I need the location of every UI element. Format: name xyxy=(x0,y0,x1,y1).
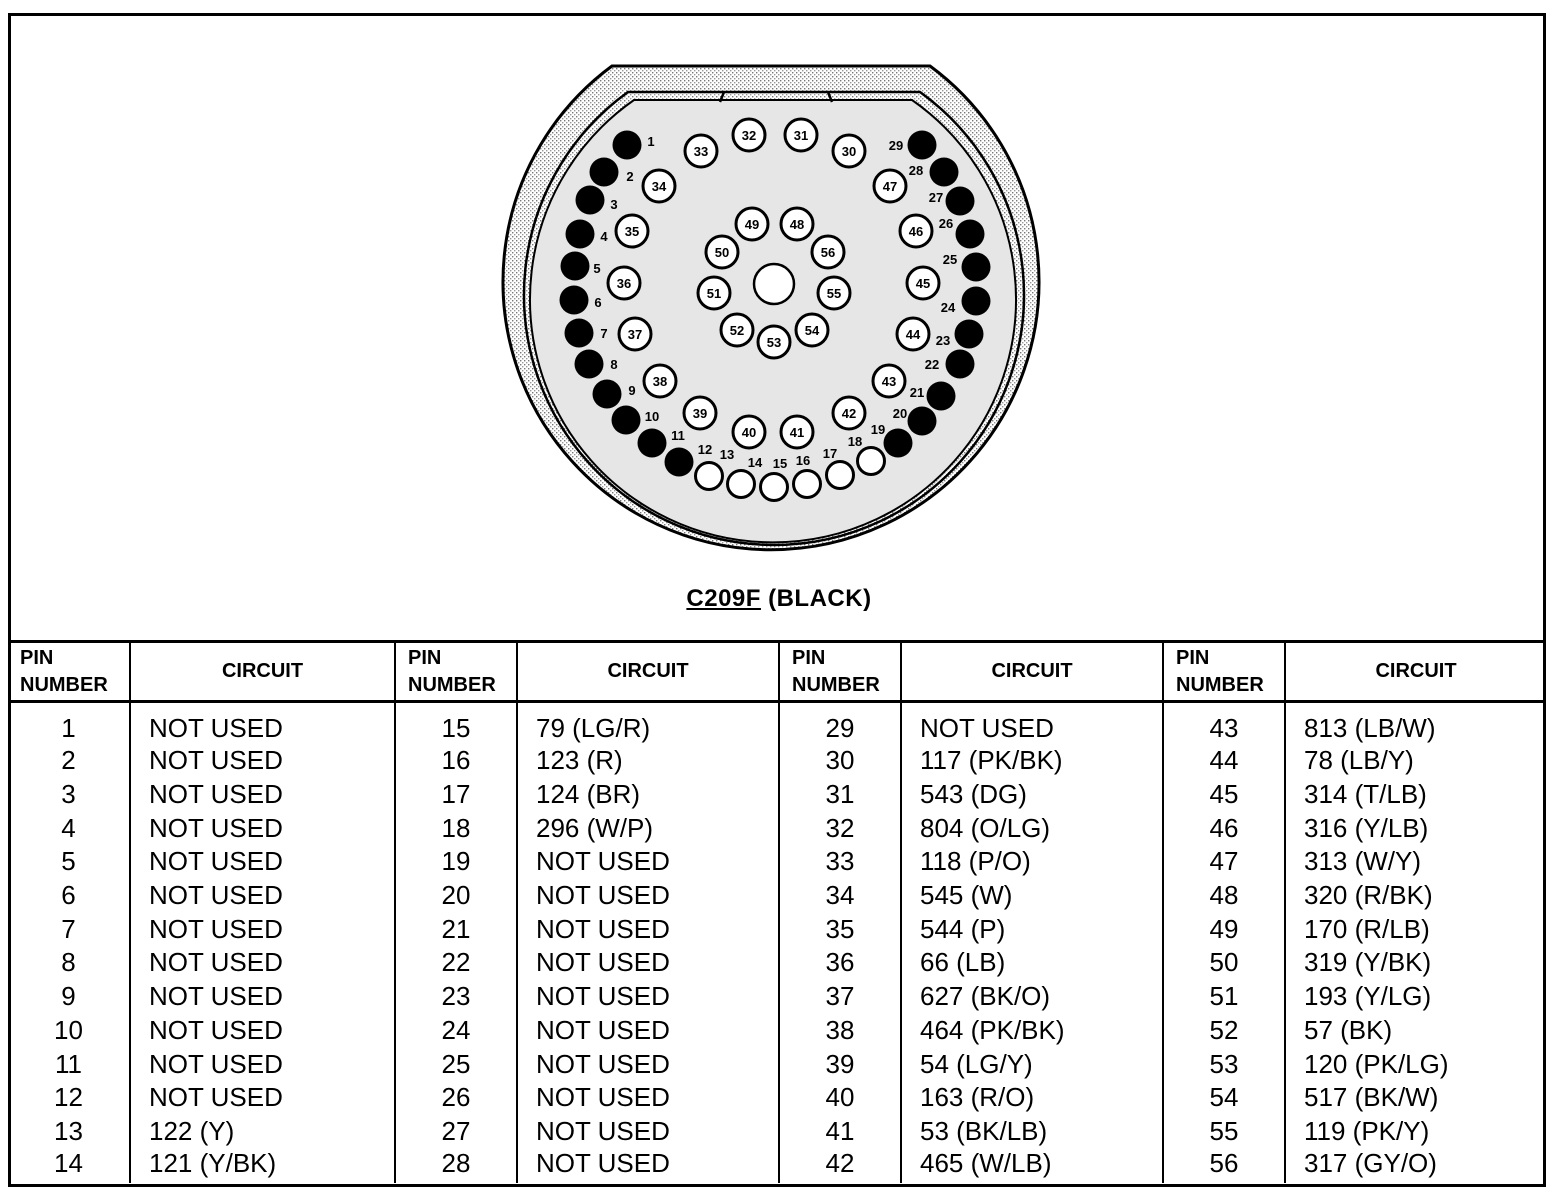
pin-number-cell: 54 xyxy=(1163,1081,1285,1115)
pin-number-cell: 15 xyxy=(395,702,517,745)
circuit-cell: 119 (PK/Y) xyxy=(1304,1115,1430,1146)
pin-8-contact xyxy=(575,350,604,379)
pin-7-label: 7 xyxy=(600,326,608,341)
pin-number-cell: 36 xyxy=(779,946,901,980)
circuit-cell: NOT USED xyxy=(901,702,1163,745)
pin-number-cell: 30 xyxy=(779,744,901,778)
circuit-cell: NOT USED xyxy=(517,1115,779,1149)
circuit-cell: 79 (LG/R) xyxy=(517,702,779,745)
pin-1-label: 1 xyxy=(647,134,655,149)
pin-number-cell: 9 xyxy=(8,980,130,1014)
pin-26-label: 26 xyxy=(938,216,954,231)
pin-43-label: 43 xyxy=(881,374,897,389)
circuit-cell: 193 (Y/LG) xyxy=(1304,981,1432,1012)
pin-number-cell: 31 xyxy=(779,778,901,812)
pin-55-label: 55 xyxy=(826,286,842,301)
pin-number-cell: 43 xyxy=(1163,702,1285,745)
pin-number-cell: 27 xyxy=(395,1115,517,1149)
pin-number-cell: 2 xyxy=(8,744,130,778)
pin-number-cell: 6 xyxy=(8,879,130,913)
pin-number-cell: 46 xyxy=(1163,811,1285,845)
pin-3-label: 3 xyxy=(610,197,618,212)
circuit-cell: 117 (PK/BK) xyxy=(901,744,1163,778)
table-row xyxy=(8,702,1546,745)
pin-32-label: 32 xyxy=(741,128,757,143)
pin-11-label: 11 xyxy=(671,428,685,443)
pin-41-label: 41 xyxy=(789,425,805,440)
table-row xyxy=(8,912,1546,946)
pin-number-cell: 38 xyxy=(779,1014,901,1048)
circuit-cell: 54 (LG/Y) xyxy=(901,1047,1163,1081)
circuit-cell: 53 (BK/LB) xyxy=(901,1115,1163,1149)
pin-number-cell: 28 xyxy=(395,1148,517,1183)
circuit-cell: 170 (R/LB) xyxy=(1304,913,1430,944)
connector-color: (BLACK) xyxy=(768,585,872,612)
pin-28-label: 28 xyxy=(908,163,924,178)
pin-7-contact xyxy=(565,319,594,348)
circuit-cell: NOT USED xyxy=(130,1047,395,1081)
pin-18-label: 18 xyxy=(847,434,863,449)
circuit-cell: NOT USED xyxy=(130,912,395,946)
table-row xyxy=(8,1148,1546,1183)
pin-1-contact xyxy=(613,131,642,160)
pin-14-label: 14 xyxy=(747,455,763,470)
pin-14-contact xyxy=(728,471,755,498)
pin-number-cell: 1 xyxy=(8,702,130,745)
pin-4-label: 4 xyxy=(600,229,608,244)
pin-26-contact xyxy=(956,220,985,249)
pin-number-cell: 25 xyxy=(395,1047,517,1081)
pin-number-header: PIN NUMBER xyxy=(8,642,130,702)
pin-number-cell: 53 xyxy=(1163,1047,1285,1081)
table-row xyxy=(8,778,1546,812)
pin-number-cell: 10 xyxy=(8,1014,130,1048)
circuit-cell: 118 (P/O) xyxy=(901,845,1163,879)
pin-number-cell: 20 xyxy=(395,879,517,913)
pin-5-label: 5 xyxy=(593,261,601,276)
table-row xyxy=(8,845,1546,879)
circuit-header: CIRCUIT xyxy=(901,642,1163,702)
circuit-cell: NOT USED xyxy=(517,980,779,1014)
pin-number-cell: 56 xyxy=(1163,1148,1285,1183)
table-row xyxy=(8,1115,1546,1149)
pin-13-label: 13 xyxy=(719,447,735,462)
circuit-cell: NOT USED xyxy=(517,1081,779,1115)
circuit-cell: NOT USED xyxy=(130,811,395,845)
pin-29-label: 29 xyxy=(888,138,904,153)
pin-22-contact xyxy=(946,350,975,379)
pin-number-cell: 18 xyxy=(395,811,517,845)
pin-33-label: 33 xyxy=(693,144,709,159)
pin-47-label: 47 xyxy=(882,179,898,194)
pin-54-label: 54 xyxy=(804,323,820,338)
pin-number-cell: 35 xyxy=(779,912,901,946)
circuit-cell: 813 (LB/W) xyxy=(1304,713,1436,743)
circuit-cell: 464 (PK/BK) xyxy=(901,1014,1163,1048)
pin-11-contact xyxy=(638,429,667,458)
pin-25-contact xyxy=(962,253,991,282)
pin-number-cell: 7 xyxy=(8,912,130,946)
circuit-cell: NOT USED xyxy=(130,778,395,812)
pin-number-cell: 50 xyxy=(1163,946,1285,980)
center-guide-hole xyxy=(754,264,794,304)
pin-53-label: 53 xyxy=(766,335,782,350)
pin-19-label: 19 xyxy=(870,422,886,437)
pin-number-cell: 29 xyxy=(779,702,901,745)
circuit-cell: 314 (T/LB) xyxy=(1304,779,1427,810)
connector-id: C209F xyxy=(686,585,761,612)
circuit-cell: 123 (R) xyxy=(517,744,779,778)
pin-3-contact xyxy=(576,186,605,215)
pin-8-label: 8 xyxy=(610,357,618,372)
pin-number-cell: 52 xyxy=(1163,1014,1285,1048)
pin-2-contact xyxy=(590,158,619,187)
table-row xyxy=(8,946,1546,980)
pin-31-label: 31 xyxy=(793,128,809,143)
pin-number-header: PIN NUMBER xyxy=(1163,642,1285,702)
pin-20-label: 20 xyxy=(892,406,908,421)
circuit-cell: NOT USED xyxy=(130,980,395,1014)
pin-number-cell: 22 xyxy=(395,946,517,980)
circuit-cell: NOT USED xyxy=(517,1014,779,1048)
pin-number-cell: 4 xyxy=(8,811,130,845)
pin-number-cell: 8 xyxy=(8,946,130,980)
circuit-cell: NOT USED xyxy=(517,912,779,946)
pin-4-contact xyxy=(566,220,595,249)
circuit-cell: 122 (Y) xyxy=(130,1115,395,1149)
pin-24-contact xyxy=(962,287,991,316)
pin-5-contact xyxy=(561,252,590,281)
circuit-cell: 57 (BK) xyxy=(1304,1014,1393,1045)
pin-number-cell: 13 xyxy=(8,1115,130,1149)
pin-19-contact xyxy=(884,429,913,458)
pin-36-label: 36 xyxy=(616,276,632,291)
pin-number-cell: 17 xyxy=(395,778,517,812)
pin-15-contact xyxy=(761,474,788,501)
pin-number-cell: 51 xyxy=(1163,980,1285,1014)
pin-21-contact xyxy=(927,382,956,411)
pin-37-label: 37 xyxy=(627,327,643,342)
pin-56-label: 56 xyxy=(820,245,836,260)
circuit-cell: 320 (R/BK) xyxy=(1304,880,1433,911)
pin-10-contact xyxy=(612,406,641,435)
circuit-cell: NOT USED xyxy=(130,1014,395,1048)
table-row xyxy=(8,1081,1546,1115)
pin-35-label: 35 xyxy=(624,224,640,239)
circuit-cell: NOT USED xyxy=(130,946,395,980)
pin-38-label: 38 xyxy=(652,374,668,389)
pin-number-header: PIN NUMBER xyxy=(779,642,901,702)
table-row xyxy=(8,1014,1546,1048)
pin-25-label: 25 xyxy=(942,252,958,267)
circuit-cell: NOT USED xyxy=(130,1081,395,1115)
pin-29-contact xyxy=(908,131,937,160)
circuit-header: CIRCUIT xyxy=(517,642,779,702)
pin-number-cell: 19 xyxy=(395,845,517,879)
circuit-cell: 544 (P) xyxy=(901,912,1163,946)
pin-51-label: 51 xyxy=(706,286,722,301)
circuit-cell: 316 (Y/LB) xyxy=(1304,812,1429,843)
pin-52-label: 52 xyxy=(729,323,745,338)
pin-17-label: 17 xyxy=(822,446,838,461)
circuit-cell: 317 (GY/O) xyxy=(1304,1148,1437,1179)
circuit-cell: NOT USED xyxy=(517,1148,779,1183)
circuit-header: CIRCUIT xyxy=(130,642,395,702)
pin-12-contact xyxy=(665,448,694,477)
pin-42-label: 42 xyxy=(841,406,857,421)
pin-number-cell: 12 xyxy=(8,1081,130,1115)
pin-9-label: 9 xyxy=(628,383,636,398)
circuit-cell: 545 (W) xyxy=(901,879,1163,913)
pin-50-label: 50 xyxy=(714,245,730,260)
pin-number-cell: 42 xyxy=(779,1148,901,1183)
pin-number-cell: 49 xyxy=(1163,912,1285,946)
pin-6-label: 6 xyxy=(594,295,602,310)
pin-46-label: 46 xyxy=(908,224,924,239)
pin-16-label: 16 xyxy=(795,453,811,468)
circuit-cell: NOT USED xyxy=(130,845,395,879)
table-row xyxy=(8,879,1546,913)
pin-40-label: 40 xyxy=(741,425,757,440)
pin-6-contact xyxy=(560,286,589,315)
circuit-cell: NOT USED xyxy=(517,1047,779,1081)
pin-number-cell: 37 xyxy=(779,980,901,1014)
pin-45-label: 45 xyxy=(915,276,931,291)
circuit-cell: NOT USED xyxy=(517,946,779,980)
pin-48-label: 48 xyxy=(789,217,805,232)
pin-18-contact xyxy=(858,448,885,475)
pin-number-cell: 39 xyxy=(779,1047,901,1081)
pin-number-header: PIN NUMBER xyxy=(395,642,517,702)
pin-23-label: 23 xyxy=(935,333,951,348)
pin-13-contact xyxy=(696,463,723,490)
circuit-cell: 296 (W/P) xyxy=(517,811,779,845)
pin-23-contact xyxy=(955,320,984,349)
table-row xyxy=(8,980,1546,1014)
pin-number-cell: 33 xyxy=(779,845,901,879)
pin-number-cell: 40 xyxy=(779,1081,901,1115)
connector-title xyxy=(0,585,1558,613)
pin-39-label: 39 xyxy=(692,406,708,421)
pin-49-label: 49 xyxy=(744,217,760,232)
pin-21-label: 21 xyxy=(909,385,925,400)
pin-16-contact xyxy=(794,471,821,498)
circuit-header: CIRCUIT xyxy=(1375,660,1457,682)
circuit-cell: NOT USED xyxy=(130,744,395,778)
pin-number-cell: 11 xyxy=(8,1047,130,1081)
pin-number-cell: 5 xyxy=(8,845,130,879)
pin-number-cell: 23 xyxy=(395,980,517,1014)
pin-20-contact xyxy=(908,407,937,436)
pin-number-cell: 47 xyxy=(1163,845,1285,879)
pin-number-cell: 32 xyxy=(779,811,901,845)
pin-27-label: 27 xyxy=(928,190,944,205)
circuit-cell: 627 (BK/O) xyxy=(901,980,1163,1014)
circuit-cell: NOT USED xyxy=(130,879,395,913)
circuit-cell: 313 (W/Y) xyxy=(1304,846,1422,877)
pin-10-label: 10 xyxy=(644,409,660,424)
circuit-cell: NOT USED xyxy=(130,702,395,745)
pin-number-cell: 16 xyxy=(395,744,517,778)
pin-number-cell: 26 xyxy=(395,1081,517,1115)
circuit-cell: 465 (W/LB) xyxy=(901,1148,1163,1183)
circuit-cell: 804 (O/LG) xyxy=(901,811,1163,845)
pin-circuit-table xyxy=(8,640,1546,1183)
pin-30-label: 30 xyxy=(841,144,857,159)
pin-number-cell: 48 xyxy=(1163,879,1285,913)
pin-12-label: 12 xyxy=(697,442,713,457)
pin-28-contact xyxy=(930,158,959,187)
circuit-cell: NOT USED xyxy=(517,879,779,913)
pin-17-contact xyxy=(827,462,854,489)
pin-number-cell: 21 xyxy=(395,912,517,946)
pin-number-cell: 55 xyxy=(1163,1115,1285,1149)
circuit-cell: 121 (Y/BK) xyxy=(130,1148,395,1183)
pin-34-label: 34 xyxy=(651,179,667,194)
table-row xyxy=(8,1047,1546,1081)
pin-number-cell: 44 xyxy=(1163,744,1285,778)
circuit-cell: 66 (LB) xyxy=(901,946,1163,980)
circuit-cell: 78 (LB/Y) xyxy=(1304,745,1414,776)
pin-24-label: 24 xyxy=(940,300,956,315)
pin-number-cell: 24 xyxy=(395,1014,517,1048)
circuit-cell: NOT USED xyxy=(517,845,779,879)
pin-2-label: 2 xyxy=(626,169,634,184)
table-row xyxy=(8,811,1546,845)
circuit-cell: 120 (PK/LG) xyxy=(1304,1048,1449,1079)
pin-22-label: 22 xyxy=(924,357,940,372)
circuit-cell: 319 (Y/BK) xyxy=(1304,947,1432,978)
pin-number-cell: 45 xyxy=(1163,778,1285,812)
circuit-cell: 517 (BK/W) xyxy=(1304,1082,1439,1113)
pin-number-cell: 3 xyxy=(8,778,130,812)
table-header-row xyxy=(8,642,1546,702)
circuit-cell: 124 (BR) xyxy=(517,778,779,812)
pin-number-cell: 34 xyxy=(779,879,901,913)
circuit-cell: 163 (R/O) xyxy=(901,1081,1163,1115)
pin-15-label: 15 xyxy=(772,456,788,471)
table-row xyxy=(8,744,1546,778)
pin-9-contact xyxy=(593,380,622,409)
pin-44-label: 44 xyxy=(905,327,921,342)
pin-number-cell: 41 xyxy=(779,1115,901,1149)
pin-number-cell: 14 xyxy=(8,1148,130,1183)
circuit-cell: 543 (DG) xyxy=(901,778,1163,812)
pin-27-contact xyxy=(946,187,975,216)
table-body xyxy=(8,702,1546,1184)
